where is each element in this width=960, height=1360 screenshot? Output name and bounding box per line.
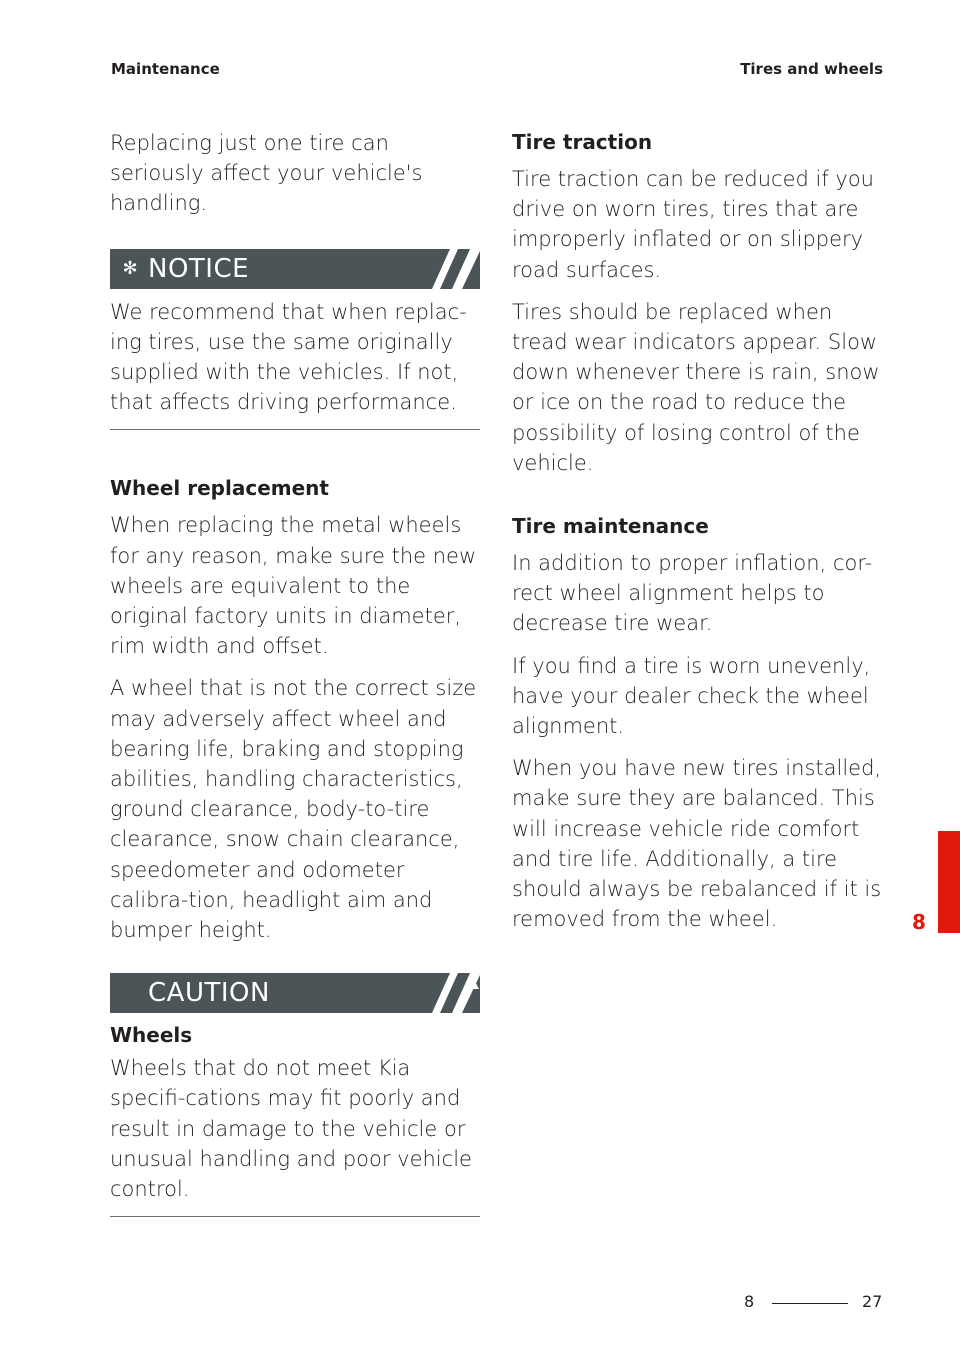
footer-section-number: 8 bbox=[744, 1292, 755, 1311]
wheel-replacement-heading: Wheel replacement bbox=[110, 476, 329, 501]
stripes-decoration bbox=[424, 249, 480, 289]
footer-page-number: 27 bbox=[862, 1292, 883, 1311]
tire-traction-heading: Tire traction bbox=[512, 130, 653, 154]
right-column bbox=[512, 128, 884, 946]
running-header-section: Maintenance bbox=[111, 60, 220, 78]
tire-maintenance-heading: Tire maintenance bbox=[512, 514, 709, 539]
tire-maintenance-p2: If you find a tire is worn unevenly, have your dealer check the wheel alignment. bbox=[512, 653, 871, 739]
asterisk-icon: ✻ bbox=[122, 258, 138, 280]
tire-maintenance-p1: In addition to proper inflation, cor-rect wheel alignment helps to decrease tire wear. bbox=[512, 551, 873, 636]
chapter-tab bbox=[938, 831, 960, 933]
notice-banner bbox=[110, 249, 480, 289]
intro-paragraph: Replacing just one tire can seriously affect your vehicle's handling. bbox=[110, 131, 423, 216]
caution-label: CAUTION bbox=[148, 978, 270, 1009]
stripes-decoration bbox=[424, 973, 480, 1013]
tire-traction-p1: Tire traction can be reduced if you drive on worn tires, tires that are improperly inflated or on slippery road surfaces. bbox=[512, 167, 874, 282]
tire-traction-p2: Tires should be replaced when tread wear indicators appear. Slow down whenever there is rain, snow or ice on the road to reduce the possibility of losing control of the vehicle. bbox=[512, 299, 880, 475]
wheel-replacement-p2: A wheel that is not the correct size may adversely affect wheel and bearing life, braking and stopping abilities, handling characteristics, ground clearance, body-to-tire clearance, snow chain clearance, speedometer and odometer calibra-tion, headlight aim and bumper height. bbox=[110, 676, 477, 943]
caution-banner bbox=[110, 973, 480, 1013]
caution-text: Wheels that do not meet Kia specifi-cations may fit poorly and result in damage to the vehicle or unusual handling and poor vehicle control. bbox=[110, 1056, 472, 1202]
notice-label: NOTICE bbox=[148, 253, 250, 284]
left-column bbox=[110, 128, 480, 1217]
chapter-tab-number: 8 bbox=[912, 910, 926, 934]
footer-divider bbox=[772, 1303, 848, 1304]
wheel-replacement-p1: When replacing the metal wheels for any reason, make sure the new wheels are equivalent to the original factory units in diameter, rim width and offset. bbox=[110, 513, 477, 659]
notice-text: We recommend that when replac-ing tires, use the same originally supplied with the vehicles. If not, that affects driving performance. bbox=[110, 299, 467, 415]
caution-title: Wheels bbox=[110, 1023, 193, 1048]
tire-maintenance-p3: When you have new tires installed, make sure they are balanced. This will increase vehicle ride comfort and tire life. Additionally, a tire should always be rebalanced if it is removed from the wheel. bbox=[512, 756, 882, 932]
caution-end-rule bbox=[110, 1216, 480, 1217]
running-header-chapter: Tires and wheels bbox=[740, 60, 883, 78]
